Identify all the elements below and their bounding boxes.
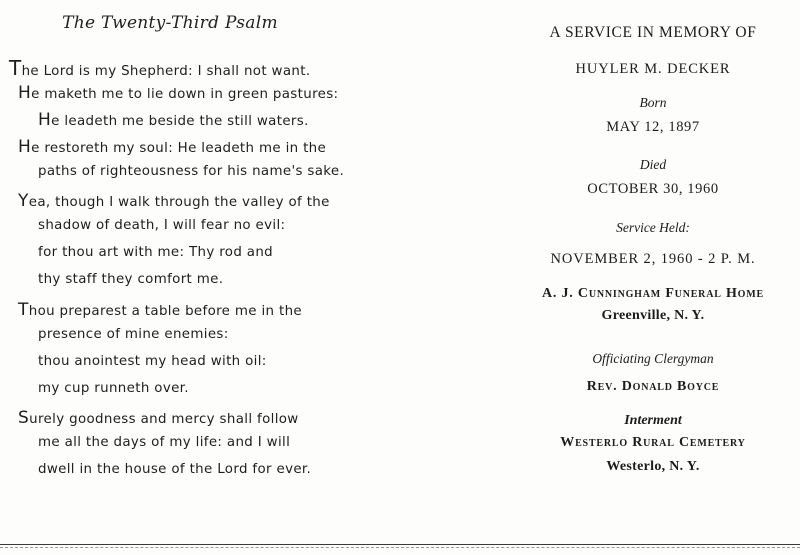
clergy-label: Officiating Clergyman bbox=[592, 351, 714, 366]
psalm-line: dwell in the house of the Lord for ever. bbox=[38, 462, 312, 477]
funeral-home-location: Greenville, N. Y. bbox=[601, 308, 705, 323]
psalm-line: for thou art with me: Thy rod and bbox=[38, 245, 274, 260]
psalm-line: paths of righteousness for his name's sake. bbox=[38, 164, 345, 179]
bottom-rule bbox=[0, 544, 800, 545]
psalm-line: He leadeth me beside the still waters. bbox=[38, 110, 309, 130]
psalm-line: presence of mine enemies: bbox=[38, 327, 229, 342]
clergy-name: Rev. Donald Boyce bbox=[586, 379, 720, 394]
born-label: Born bbox=[639, 95, 667, 110]
service-held-date: NOVEMBER 2, 1960 - 2 P. M. bbox=[550, 251, 756, 267]
service-panel bbox=[512, 0, 800, 520]
psalm-line: me all the days of my life: and I will bbox=[38, 435, 291, 450]
psalm-line: He restoreth my soul: He leadeth me in the bbox=[18, 137, 327, 157]
psalm-title: The Twenty-Third Psalm bbox=[62, 13, 278, 33]
psalm-line: He maketh me to lie down in green pastures: bbox=[18, 83, 339, 103]
cemetery-location: Westerlo, N. Y. bbox=[606, 459, 700, 474]
psalm-line: my cup runneth over. bbox=[38, 381, 189, 396]
deceased-name: HUYLER M. DECKER bbox=[575, 61, 731, 77]
interment-label: Interment bbox=[624, 413, 682, 428]
psalm-line: The Lord is my Shepherd: I shall not want. bbox=[9, 56, 311, 80]
born-date: MAY 12, 1897 bbox=[606, 119, 700, 135]
service-heading: A SERVICE IN MEMORY OF bbox=[549, 24, 757, 41]
psalm-line: Surely goodness and mercy shall follow bbox=[18, 408, 299, 428]
funeral-home-name: A. J. Cunningham Funeral Home bbox=[542, 286, 764, 301]
psalm-panel bbox=[0, 0, 400, 520]
died-date: OCTOBER 30, 1960 bbox=[587, 181, 719, 197]
psalm-line: thy staff they comfort me. bbox=[38, 272, 224, 287]
cemetery-name: Westerlo Rural Cemetery bbox=[560, 435, 746, 450]
service-held-label: Service Held: bbox=[616, 220, 690, 235]
psalm-line: thou anointest my head with oil: bbox=[38, 354, 267, 369]
psalm-line: Yea, though I walk through the valley of the bbox=[18, 191, 330, 211]
bottom-rule-shadow bbox=[0, 547, 800, 548]
psalm-line: Thou preparest a table before me in the bbox=[18, 300, 303, 320]
psalm-line: shadow of death, I will fear no evil: bbox=[38, 218, 286, 233]
died-label: Died bbox=[639, 157, 667, 172]
